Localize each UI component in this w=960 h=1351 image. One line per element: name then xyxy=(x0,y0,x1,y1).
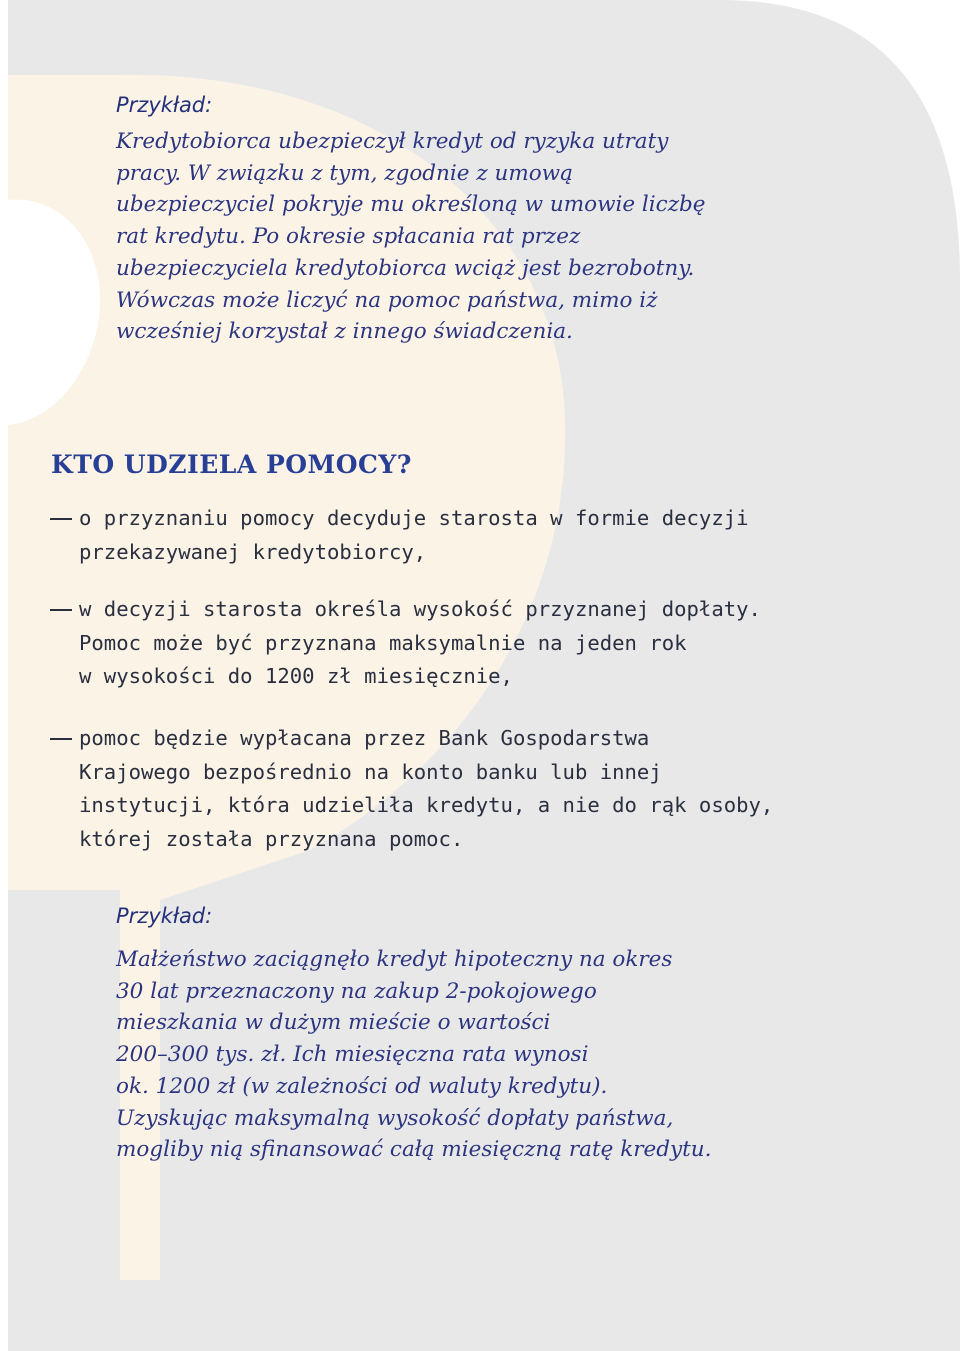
bullet-item-2 xyxy=(50,593,850,694)
dash-icon xyxy=(50,738,72,740)
bullet-line: przekazywanej kredytobiorcy, xyxy=(79,539,427,564)
example1-line: wcześniej korzystał z innego świadczenia. xyxy=(116,319,573,345)
example2-line: 30 lat przeznaczony na zakup 2-pokojowego xyxy=(116,978,597,1004)
bullet-line: Pomoc może być przyznana maksymalnie na jeden rok xyxy=(79,630,687,655)
example1-line: pracy. W związku z tym, zgodnie z umową xyxy=(116,160,573,186)
section-heading: KTO UDZIELA POMOCY? xyxy=(51,450,412,479)
example1-title: Przykład: xyxy=(116,93,213,117)
dash-icon xyxy=(50,609,72,611)
bullet-line: w decyzji starosta określa wysokość przyznanej dopłaty. xyxy=(79,597,761,621)
bullet-line: instytucji, która udzieliła kredytu, a nie do rąk osoby, xyxy=(79,793,774,817)
example2-line: mieszkania w dużym mieście o wartości xyxy=(116,1010,551,1036)
dash-icon xyxy=(50,518,72,520)
example1-line: ubezpieczyciel pokryje mu określoną w umowie liczbę xyxy=(116,192,706,218)
example2-line: ok. 1200 zł (w zależności od waluty kredytu). xyxy=(116,1073,608,1099)
bullet-line: o przyznaniu pomocy decyduje starosta w formie decyzji xyxy=(79,506,749,530)
example2-line: Małżeństwo zaciągnęło kredyt hipoteczny na okres xyxy=(116,947,673,972)
example1-body xyxy=(116,126,816,348)
bullet-line: której została przyznana pomoc. xyxy=(79,826,464,851)
example1-line: rat kredytu. Po okresie spłacania rat przez xyxy=(116,224,581,250)
bullet-line: Krajowego bezpośrednio na konto banku lub innej xyxy=(79,759,662,784)
bullet-item-1 xyxy=(50,502,850,569)
bullet-line: w wysokości do 1200 zł miesięcznie, xyxy=(79,664,513,688)
example2-line: mogliby nią sfinansować całą miesięczną ratę kredytu. xyxy=(116,1137,712,1163)
example1-line: Kredytobiorca ubezpieczył kredyt od ryzyka utraty xyxy=(116,129,669,154)
example2-title: Przykład: xyxy=(116,904,213,928)
bullet-line: pomoc będzie wypłacana przez Bank Gospodarstwa xyxy=(79,726,650,750)
example2-body xyxy=(116,944,816,1166)
example1-line: Wówczas może liczyć na pomoc państwa, mimo iż xyxy=(116,287,658,313)
example1-line: ubezpieczyciela kredytobiorca wciąż jest bezrobotny. xyxy=(116,255,695,281)
example2-line: 200–300 tys. zł. Ich miesięczna rata wynosi xyxy=(116,1042,589,1068)
example2-line: Uzyskując maksymalną wysokość dopłaty państwa, xyxy=(116,1105,674,1131)
bullet-item-3 xyxy=(50,722,850,856)
